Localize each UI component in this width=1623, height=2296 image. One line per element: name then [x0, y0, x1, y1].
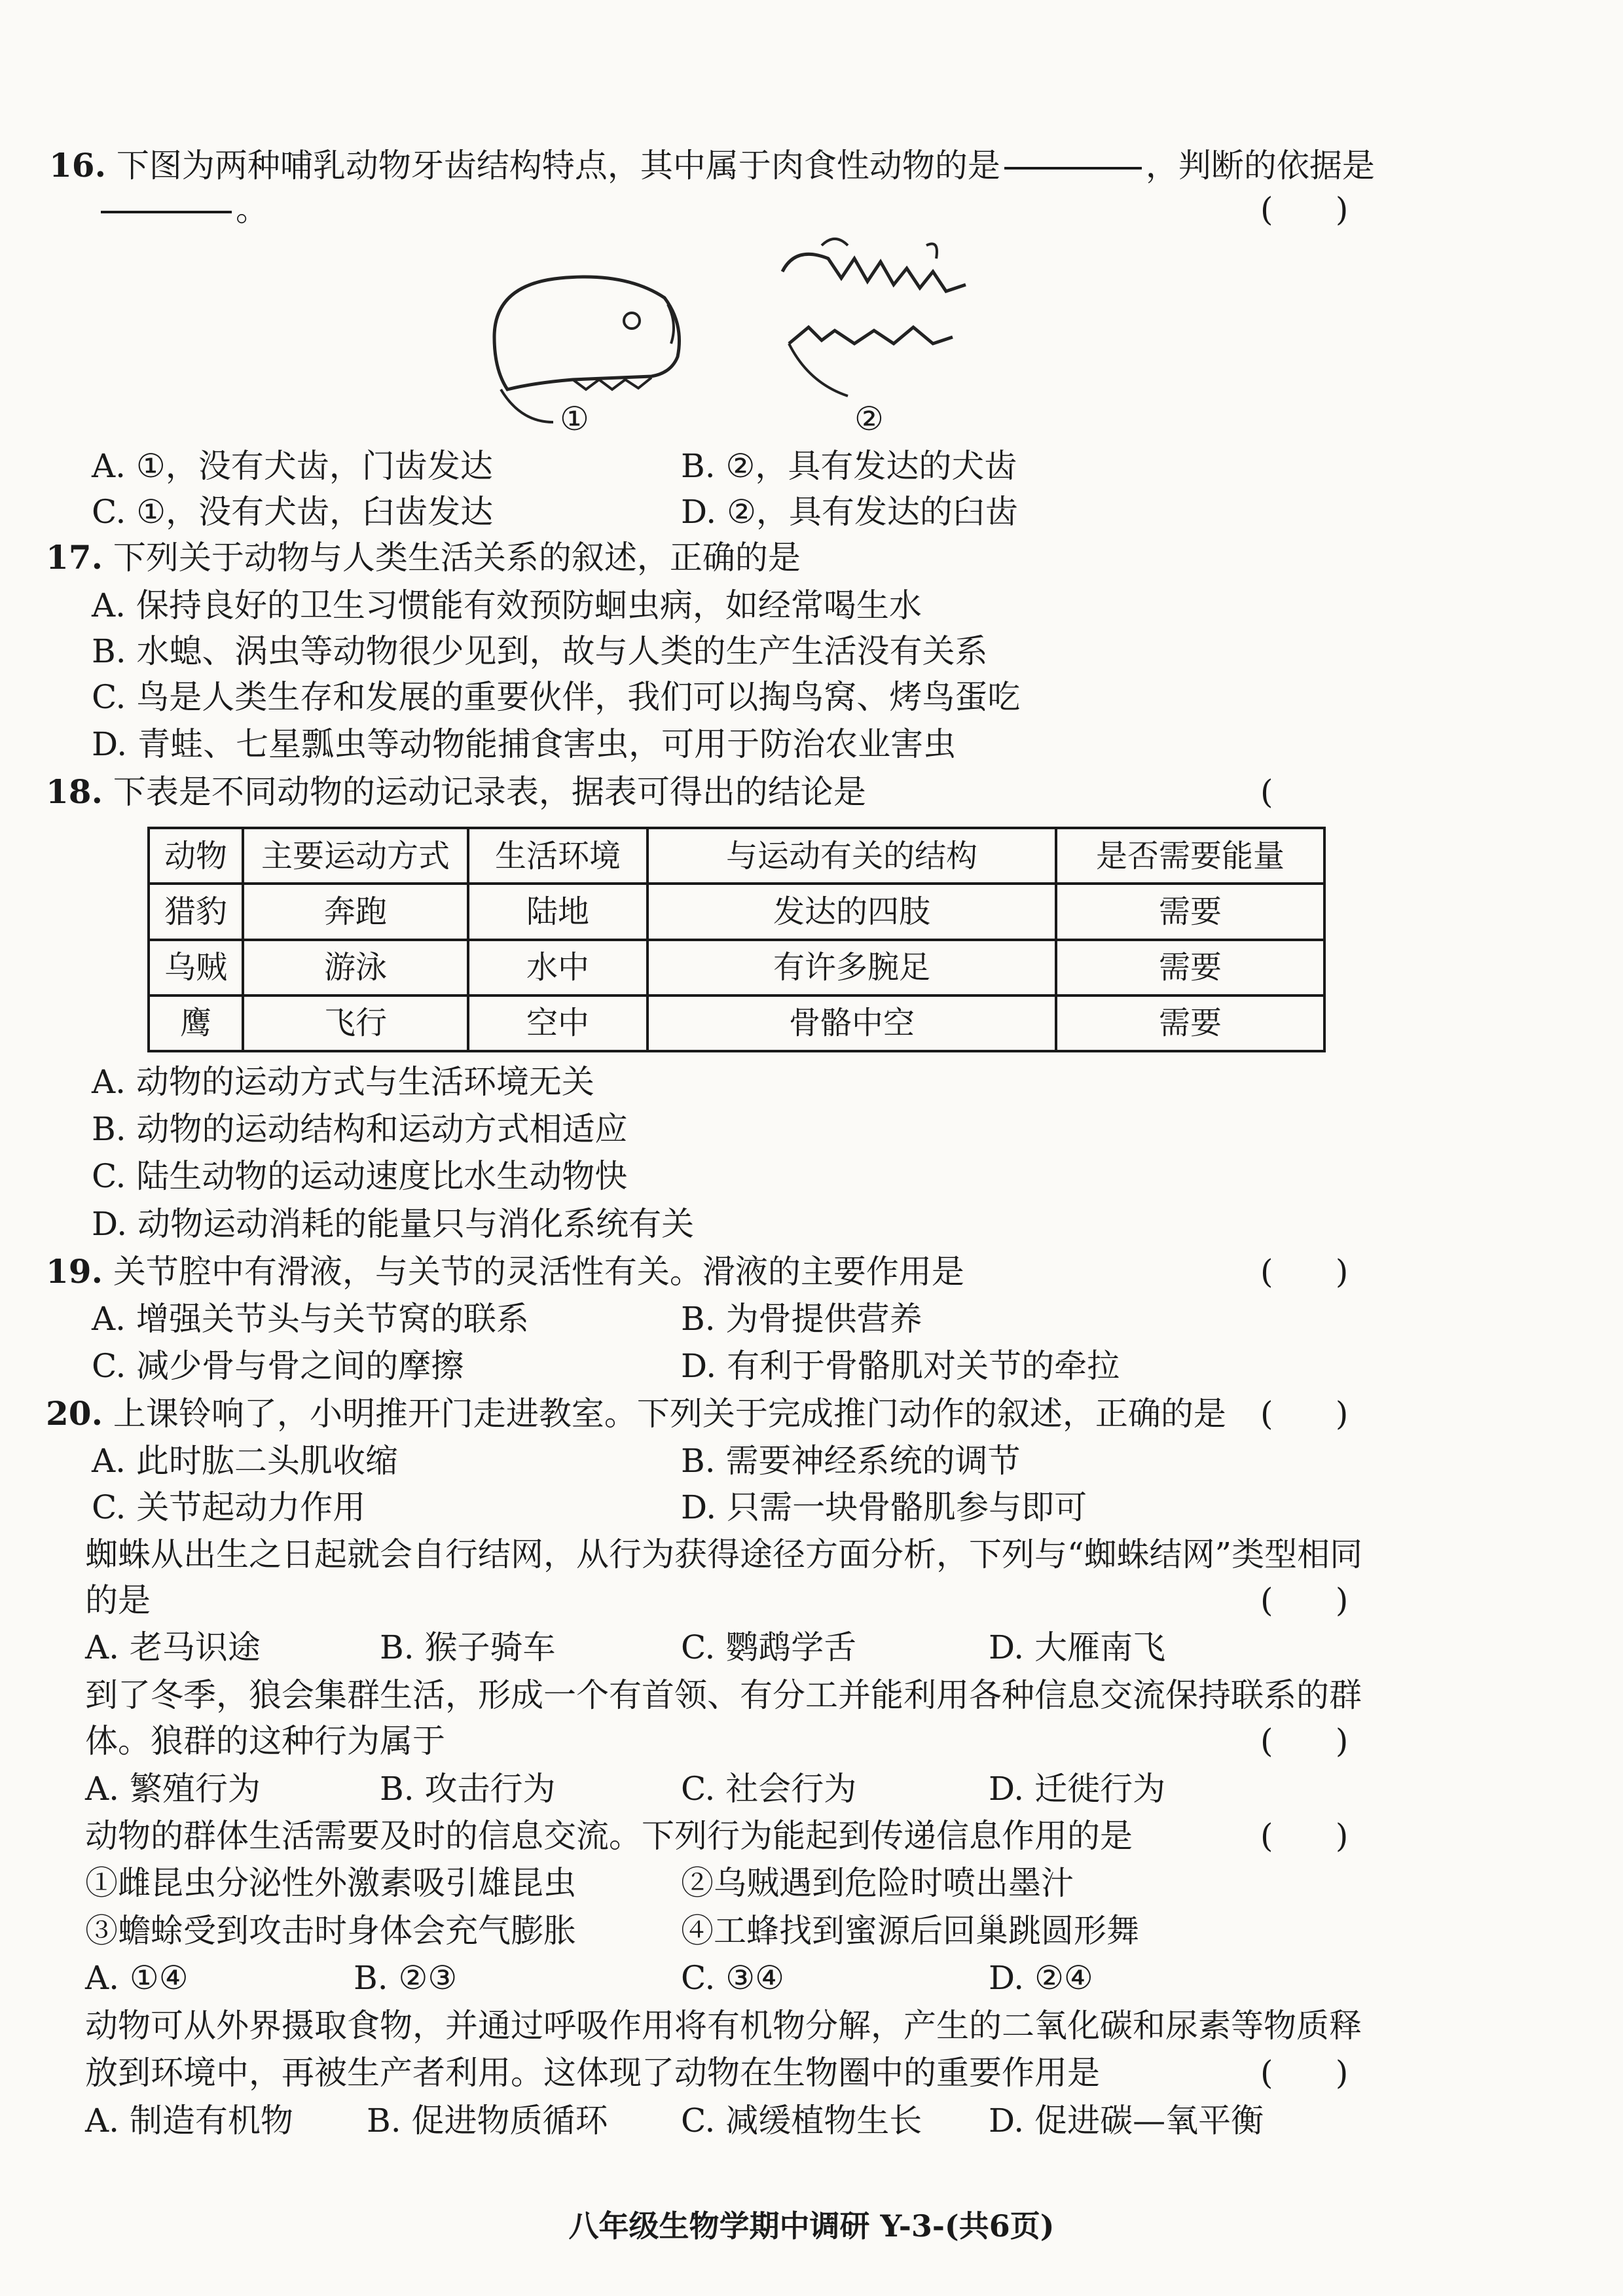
q17-text: 下列关于动物与人类生活关系的叙述，正确的是 [113, 539, 801, 577]
q23-stem: 动物的群体生活需要及时的信息交流。下列行为能起到传递信息作用的是 [85, 1817, 1133, 1855]
q24-option-c[interactable]: C. 减缓植物生长 [681, 2102, 922, 2140]
q23-answer-paren[interactable]: ( ) [1260, 1817, 1349, 1855]
q21-answer-paren[interactable]: ( ) [1260, 1581, 1349, 1619]
table-cell: 发达的四肢 [647, 884, 1056, 939]
q20-number: 20. [46, 1394, 103, 1433]
table-cell: 空中 [468, 996, 647, 1051]
q21-stem-line1: 蜘蛛从出生之日起就会自行结网，从行为获得途径方面分析，下列与“蜘蛛结网”类型相同 [85, 1535, 1363, 1573]
page-footer: 八年级生物学期中调研 Y-3-(共6页) [568, 2208, 1055, 2244]
table-cell: 鹰 [149, 996, 243, 1051]
herbivore-skull-drawing [481, 259, 697, 429]
q16-answer-blank-1[interactable] [1004, 167, 1142, 170]
table-cell: 游泳 [243, 940, 468, 996]
q16-answer-paren[interactable]: ( ) [1260, 190, 1349, 228]
q16-option-b[interactable]: B. ②，具有发达的犬齿 [681, 447, 1017, 485]
q24-option-d[interactable]: D. 促进碳—氧平衡 [989, 2102, 1264, 2140]
q23-option-a[interactable]: A. ①④ [85, 1959, 189, 1997]
table-cell: 奔跑 [243, 884, 468, 939]
q22-stem-line2: 体。狼群的这种行为属于 [85, 1722, 445, 1760]
q17-number: 17. [46, 538, 103, 577]
q20-option-c[interactable]: C. 关节起动力作用 [92, 1488, 366, 1526]
table-cell: 水中 [468, 940, 647, 996]
table-cell: 陆地 [468, 884, 647, 939]
q23-item-4: ④工蜂找到蜜源后回巢跳圆形舞 [681, 1912, 1139, 1950]
q16-number: 16. [49, 146, 106, 185]
q20-text: 上课铃响了，小明推开门走进教室。下列关于完成推门动作的叙述，正确的是 [113, 1395, 1226, 1433]
q20-answer-paren[interactable]: ( ) [1260, 1395, 1349, 1433]
q21-option-a[interactable]: A. 老马识途 [85, 1628, 261, 1666]
q19-stem [46, 1252, 964, 1291]
q19-answer-paren[interactable]: ( ) [1260, 1253, 1349, 1291]
q16-stem-line1 [49, 146, 1375, 185]
q17-option-d[interactable]: D. 青蛙、七星瓢虫等动物能捕食害虫，可用于防治农业害虫 [92, 725, 957, 763]
table-header-cell: 生活环境 [468, 828, 647, 884]
q18-option-a[interactable]: A. 动物的运动方式与生活环境无关 [92, 1063, 594, 1101]
q16-stem-line2 [97, 190, 268, 228]
q24-option-b[interactable]: B. 促进物质循环 [367, 2102, 608, 2140]
q18-number: 18. [46, 772, 103, 811]
table-cell: 骨骼中空 [647, 996, 1056, 1051]
table-header-cell: 动物 [149, 828, 243, 884]
q17-option-b[interactable]: B. 水螅、涡虫等动物很少见到，故与人类的生产生活没有关系 [92, 632, 988, 670]
q21-stem-line2: 的是 [85, 1581, 151, 1619]
table-row [149, 884, 1324, 939]
q22-option-c[interactable]: C. 社会行为 [681, 1770, 857, 1808]
table-row [149, 996, 1324, 1051]
q20-option-d[interactable]: D. 只需一块骨骼肌参与即可 [681, 1488, 1087, 1526]
q17-option-c[interactable]: C. 鸟是人类生存和发展的重要伙伴，我们可以掏鸟窝、烤鸟蛋吃 [92, 678, 1021, 716]
table-cell: 乌贼 [149, 940, 243, 996]
motion-record-table [147, 827, 1326, 1052]
q19-option-d[interactable]: D. 有利于骨骼肌对关节的牵拉 [681, 1347, 1120, 1385]
q20-stem [46, 1394, 1226, 1433]
q22-option-a[interactable]: A. 繁殖行为 [85, 1770, 261, 1808]
q19-option-c[interactable]: C. 减少骨与骨之间的摩擦 [92, 1347, 464, 1385]
table-header-cell: 主要运动方式 [243, 828, 468, 884]
q16-answer-blank-2[interactable] [101, 211, 232, 213]
q16-option-c[interactable]: C. ①，没有犬齿，臼齿发达 [92, 493, 494, 531]
table-cell: 有许多腕足 [647, 940, 1056, 996]
table-cell: 猎豹 [149, 884, 243, 939]
table-header-cell: 与运动有关的结构 [647, 828, 1056, 884]
q16-text-a: 下图为两种哺乳动物牙齿结构特点，其中属于肉食性动物的是 [116, 147, 1000, 185]
q19-option-a[interactable]: A. 增强关节头与关节窝的联系 [92, 1300, 529, 1338]
table-cell: 需要 [1056, 996, 1324, 1051]
q19-option-b[interactable]: B. 为骨提供营养 [681, 1300, 922, 1338]
q23-option-c[interactable]: C. ③④ [681, 1959, 784, 1997]
q23-item-2: ②乌贼遇到危险时喷出墨汁 [681, 1864, 1074, 1902]
table-cell: 需要 [1056, 884, 1324, 939]
carnivore-jaw-drawing [769, 232, 979, 403]
q18-option-c[interactable]: C. 陆生动物的运动速度比水生动物快 [92, 1157, 628, 1195]
q19-text: 关节腔中有滑液，与关节的灵活性有关。滑液的主要作用是 [113, 1253, 964, 1291]
q17-stem [46, 538, 801, 577]
fig1-label: ① [560, 400, 589, 438]
q17-option-a[interactable]: A. 保持良好的卫生习惯能有效预防蛔虫病，如经常喝生水 [92, 586, 922, 624]
q16-text-c: 。 [236, 190, 268, 228]
q24-stem-line2: 放到环境中，再被生产者利用。这体现了动物在生物圈中的重要作用是 [85, 2054, 1100, 2092]
q21-option-d[interactable]: D. 大雁南飞 [989, 1628, 1166, 1666]
q23-item-3: ③蟾蜍受到攻击时身体会充气膨胀 [85, 1912, 576, 1950]
q23-option-d[interactable]: D. ②④ [989, 1959, 1093, 1997]
q24-stem-line1: 动物可从外界摄取食物，并通过呼吸作用将有机物分解，产生的二氧化碳和尿素等物质释 [85, 2007, 1362, 2045]
q20-option-b[interactable]: B. 需要神经系统的调节 [681, 1442, 1021, 1480]
q21-option-c[interactable]: C. 鹦鹉学舌 [681, 1628, 857, 1666]
table-cell: 飞行 [243, 996, 468, 1051]
q16-text-b: ，判断的依据是 [1145, 147, 1375, 185]
q18-text: 下表是不同动物的运动记录表，据表可得出的结论是 [113, 773, 866, 811]
q22-answer-paren[interactable]: ( ) [1260, 1722, 1349, 1760]
q21-option-b[interactable]: B. 猴子骑车 [380, 1628, 556, 1666]
q22-option-b[interactable]: B. 攻击行为 [380, 1770, 556, 1808]
q24-answer-paren[interactable]: ( ) [1260, 2054, 1349, 2092]
q16-option-a[interactable]: A. ①，没有犬齿，门齿发达 [92, 447, 493, 485]
q18-option-b[interactable]: B. 动物的运动结构和运动方式相适应 [92, 1110, 628, 1148]
fig2-label: ② [854, 400, 884, 438]
q23-option-b[interactable]: B. ②③ [354, 1959, 458, 1997]
table-header-cell: 是否需要能量 [1056, 828, 1324, 884]
q20-option-a[interactable]: A. 此时肱二头肌收缩 [92, 1442, 398, 1480]
q18-answer-paren[interactable]: ( [1260, 773, 1273, 811]
q19-number: 19. [46, 1252, 103, 1291]
q22-stem-line1: 到了冬季，狼会集群生活，形成一个有首领、有分工并能利用各种信息交流保持联系的群 [85, 1676, 1362, 1714]
table-cell: 需要 [1056, 940, 1324, 996]
table-row [149, 940, 1324, 996]
q24-option-a[interactable]: A. 制造有机物 [85, 2102, 293, 2140]
table-header-row [149, 828, 1324, 884]
q18-option-d[interactable]: D. 动物运动消耗的能量只与消化系统有关 [92, 1205, 695, 1243]
q23-item-1: ①雌昆虫分泌性外激素吸引雄昆虫 [85, 1864, 576, 1902]
q22-option-d[interactable]: D. 迁徙行为 [989, 1770, 1166, 1808]
q18-stem [46, 772, 866, 811]
q16-option-d[interactable]: D. ②，具有发达的臼齿 [681, 493, 1018, 531]
